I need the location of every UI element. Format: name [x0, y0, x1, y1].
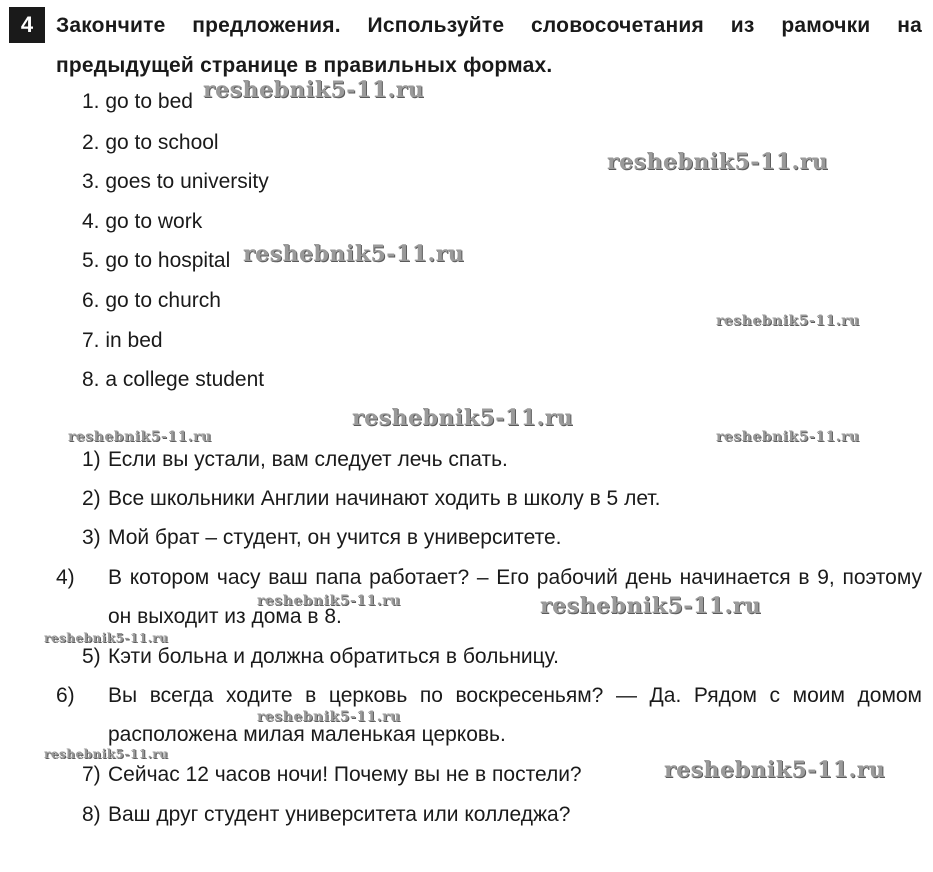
watermark: reshebnik5-11.ru: [257, 593, 401, 609]
translation-text: Если вы устали, вам следует лечь спать.: [108, 448, 508, 471]
watermark: reshebnik5-11.ru: [44, 631, 169, 645]
translation-text: Вы всегда ходите в церковь по воскресеньям? — Да. Рядом с моим домом расположена милая маленькая церковь.: [108, 684, 922, 746]
watermark: reshebnik5-11.ru: [716, 429, 860, 445]
translation-item: [82, 440, 922, 479]
watermark: reshebnik5-11.ru: [607, 149, 829, 175]
translation-text: Кэти больна и должна обратиться в больницу.: [108, 645, 559, 668]
translation-text: Сейчас 12 часов ночи! Почему вы не в постели?: [108, 763, 582, 786]
translation-number: 6): [56, 684, 75, 707]
answer-item: 4. go to work: [82, 210, 203, 233]
answer-item: 3. goes to university: [82, 170, 269, 193]
answer-item: 8. a college student: [82, 368, 265, 391]
answer-item: 6. go to church: [82, 289, 221, 312]
translation-number: 2): [82, 487, 101, 510]
translation-item: [56, 558, 922, 636]
translation-number: 7): [82, 763, 101, 786]
watermark: reshebnik5-11.ru: [44, 747, 169, 761]
translation-item: [82, 795, 922, 834]
watermark: reshebnik5-11.ru: [352, 405, 574, 431]
translation-item: [82, 637, 922, 676]
answer-item: 5. go to hospital: [82, 249, 231, 272]
translation-text: Все школьники Англии начинают ходить в школу в 5 лет.: [108, 487, 661, 510]
translation-number: 3): [82, 526, 101, 549]
watermark: reshebnik5-11.ru: [716, 313, 860, 329]
exercise-instruction: Закончите предложения. Используйте словосочетания из рамочки на предыдущей странице в правильных формах.: [56, 14, 922, 77]
watermark: reshebnik5-11.ru: [68, 429, 212, 445]
translation-text: В котором часу ваш папа работает? – Его рабочий день начинается в 9, поэтому он выходит из дома в 8.: [108, 566, 922, 628]
translation-number: 4): [56, 566, 75, 589]
answer-item: 1. go to bed: [82, 90, 193, 113]
translation-text: Ваш друг студент университета или колледжа?: [108, 803, 571, 826]
translation-item: [82, 518, 922, 557]
translation-number: 1): [82, 448, 101, 471]
translation-item: [56, 676, 922, 754]
watermark: reshebnik5-11.ru: [257, 709, 401, 725]
translation-text: Мой брат – студент, он учится в университете.: [108, 526, 562, 549]
translation-number: 8): [82, 803, 101, 826]
watermark: reshebnik5-11.ru: [664, 757, 886, 783]
watermark: reshebnik5-11.ru: [540, 593, 762, 619]
translation-item: [82, 479, 922, 518]
answer-item: 2. go to school: [82, 131, 219, 154]
watermark: reshebnik5-11.ru: [243, 241, 465, 267]
exercise-number-badge: 4: [9, 7, 45, 43]
watermark: reshebnik5-11.ru: [203, 77, 425, 103]
answer-item: 7. in bed: [82, 329, 163, 352]
translation-number: 5): [82, 645, 101, 668]
